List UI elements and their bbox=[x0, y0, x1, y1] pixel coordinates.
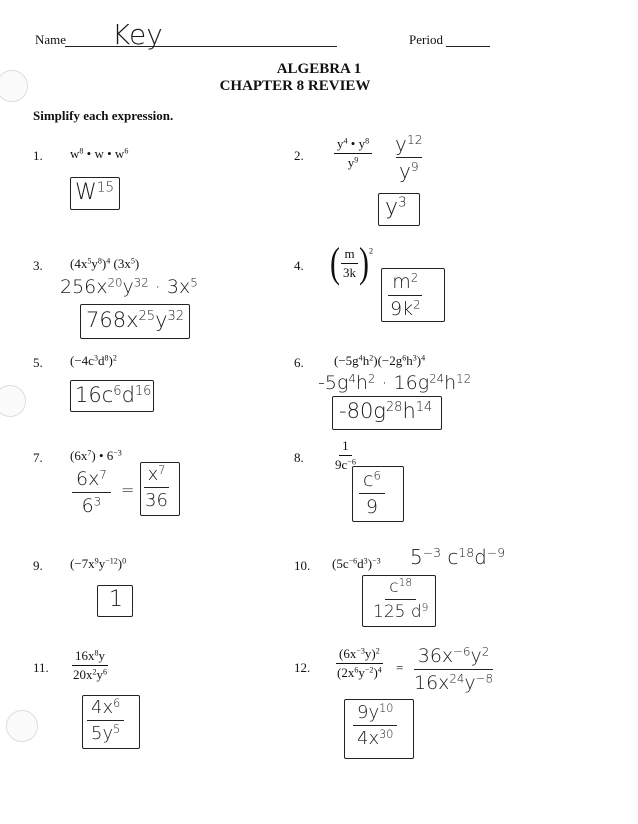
answer-8-denominator: 9 bbox=[365, 496, 379, 518]
problem-number: 9. bbox=[33, 558, 43, 573]
equals-sign: = bbox=[396, 660, 404, 675]
problem-number: 8. bbox=[294, 450, 304, 465]
work-6: $-5g^4h^2 \cdot 16g^{24}h^{12}$ bbox=[318, 371, 472, 394]
title-line-2: CHAPTER 8 REVIEW bbox=[219, 78, 371, 94]
problem-number: 10. bbox=[294, 558, 311, 573]
answer-4-numerator: m bbox=[392, 271, 411, 293]
answer-12-denominator: 4x bbox=[357, 728, 380, 749]
answer-1: W bbox=[75, 180, 97, 205]
answer-2: y bbox=[385, 195, 399, 220]
answer-3: 768x bbox=[86, 308, 139, 332]
problem-6-expression: $(-5g^4h^2)(-2g^6h^3)^4$ bbox=[334, 353, 426, 368]
answer-box: $y^3$ bbox=[378, 193, 420, 226]
name-line bbox=[65, 46, 337, 47]
problem-number: 4. bbox=[294, 258, 304, 273]
work-12: $\frac{36x^{-6}y^2}{16x^{24}y^{-8}}$ bbox=[414, 644, 494, 694]
answer-box: $16c^6d^{16}$ bbox=[70, 380, 154, 412]
problem-number: 6. bbox=[294, 355, 304, 370]
answer-box: $W^{15}$ bbox=[70, 177, 120, 210]
problem-number: 3. bbox=[33, 258, 43, 273]
answer-box: $\frac{9y^{10}}{4x^{30}}$ bbox=[344, 699, 414, 759]
problem-1-expression: $w^8$ • w • $w^6$ bbox=[70, 146, 129, 161]
answer-4-denominator: 9k bbox=[390, 298, 414, 320]
answer-6: -80g bbox=[339, 399, 386, 423]
problem-5-expression: $(-4c^3d^8)^2$ bbox=[70, 353, 117, 368]
answer-box: $\frac{c^{18}}{125 d^9}$ bbox=[362, 575, 436, 627]
work-2: $\frac{y^{12}}{y^9}$ bbox=[395, 132, 423, 183]
answer-10-denominator: 125 d bbox=[373, 602, 422, 622]
name-value: Key bbox=[112, 18, 163, 51]
answer-11-numerator: 4x bbox=[91, 697, 114, 718]
problem-number: 11. bbox=[33, 660, 49, 675]
problem-number: 1. bbox=[33, 148, 43, 163]
binder-hole bbox=[0, 70, 28, 102]
problem-12-expression: $\frac{(6x^{-3}y)^2}{(2x^6y^{-2})^4}$ bbox=[337, 646, 382, 680]
problem-number: 12. bbox=[294, 660, 311, 675]
answer-box: $-80g^{28}h^{14}$ bbox=[332, 396, 442, 430]
equals-sign: = bbox=[121, 480, 135, 499]
problem-11-expression: $\frac{16x^8y}{20x^2y^6}$ bbox=[73, 648, 108, 682]
problem-8-expression: $\frac{1}{9c^{-6}}$ bbox=[335, 438, 356, 472]
binder-hole bbox=[0, 385, 26, 417]
instructions: Simplify each expression. bbox=[33, 108, 174, 123]
problem-7-expression: $(6x^7)$ • $6^{-3}$ bbox=[70, 448, 122, 463]
answer-7-denominator: 36 bbox=[145, 490, 168, 511]
problem-3-expression: $(4x^5y^8)^4$ $(3x^5)$ bbox=[70, 256, 140, 271]
period-line bbox=[446, 46, 490, 47]
work-3: $256x^{20}y^{32} \cdot 3x^5$ bbox=[60, 275, 198, 298]
problem-number: 5. bbox=[33, 355, 43, 370]
problem-2-expression: $\frac{y^4 • y^8}{y^9}$ bbox=[334, 136, 372, 171]
answer-box: $\frac{m^2}{9k^2}$ bbox=[381, 268, 445, 322]
answer-box: $\frac{4x^6}{5y^5}$ bbox=[82, 695, 140, 749]
problem-4-expression: ( $\frac{m}{3k}$ )$^2$ bbox=[330, 239, 374, 286]
answer-5: 16c bbox=[75, 383, 114, 407]
answer-11-denominator: 5y bbox=[91, 723, 114, 744]
answer-box: $\frac{x^7}{36}$ bbox=[140, 462, 180, 516]
period-label: Period bbox=[409, 32, 443, 47]
problem-number: 2. bbox=[294, 148, 304, 163]
answer-8-numerator: c bbox=[363, 469, 374, 491]
problem-9-expression: $(-7x^9y^{-12})^0$ bbox=[70, 556, 127, 571]
answer-box bbox=[97, 585, 133, 617]
binder-hole bbox=[6, 710, 38, 742]
answer-box: $\frac{c^6}{9}$ bbox=[352, 466, 404, 522]
problem-10-expression: $(5c^{-6}d^3)^{-3}$ bbox=[332, 556, 381, 571]
work-7: $\frac{6x^7}{6^3}$ bbox=[72, 468, 111, 517]
title-line-1: ALGEBRA 1 bbox=[276, 61, 362, 77]
problem-number: 7. bbox=[33, 450, 43, 465]
answer-box: $768x^{25}y^{32}$ bbox=[80, 304, 190, 339]
answer-9: 1 bbox=[109, 587, 123, 612]
answer-12-numerator: 9y bbox=[357, 702, 380, 723]
answer-7-numerator: x bbox=[147, 464, 159, 485]
name-label: Name bbox=[35, 32, 67, 47]
work-10: $5^{-3}$ $c^{18}d^{-9}$ bbox=[410, 545, 506, 569]
answer-10-numerator: c bbox=[389, 577, 399, 597]
